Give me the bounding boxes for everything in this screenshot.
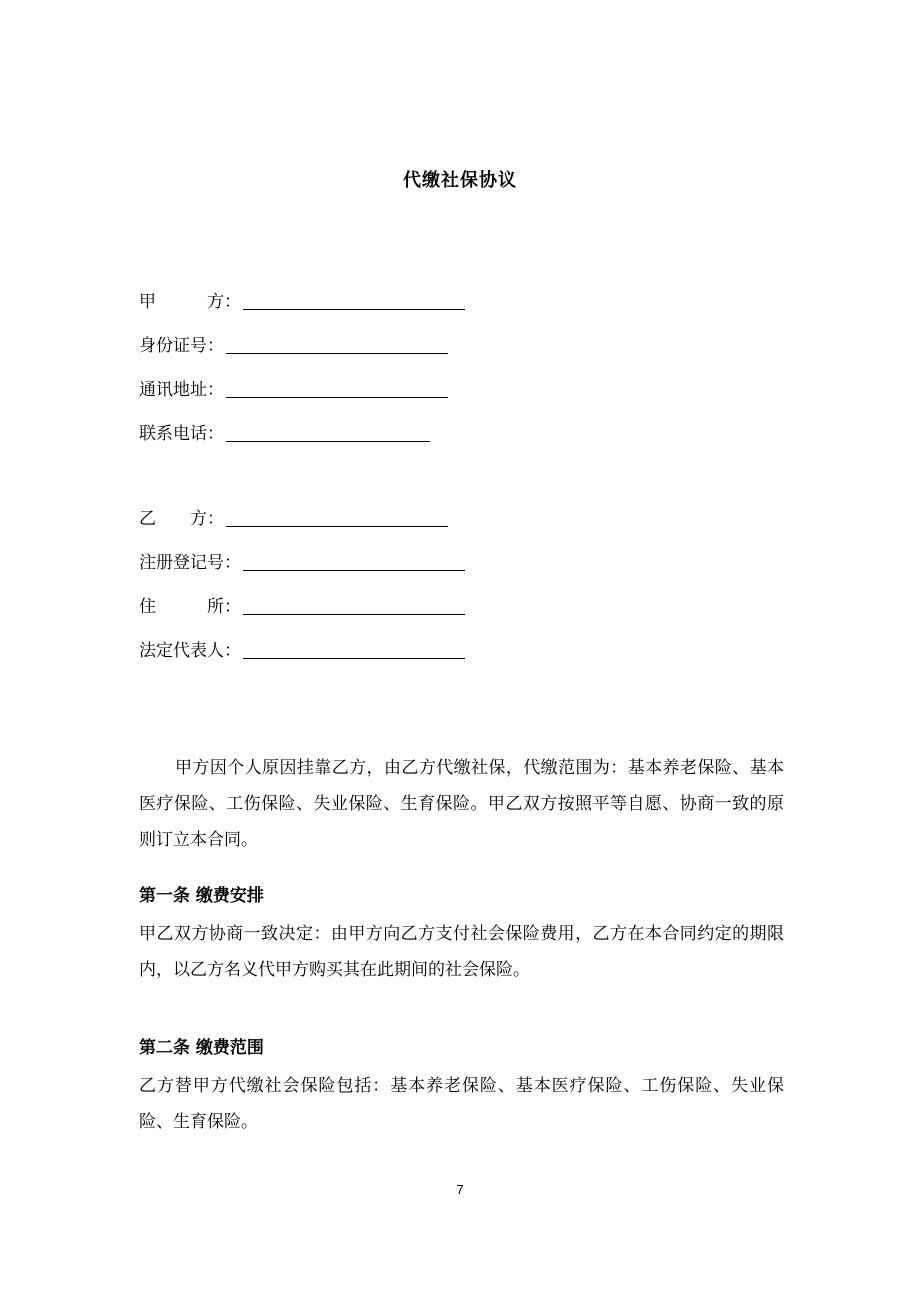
article-1-body: 甲乙双方协商一致决定：由甲方向乙方支付社会保险费用，乙方在本合同约定的期限内，以乙方名义代甲方购买其在此期间的社会保险。 bbox=[139, 924, 784, 980]
page-number: 7 bbox=[456, 1182, 464, 1197]
party-b-rep-blank[interactable] bbox=[243, 640, 465, 659]
party-a-name-field bbox=[139, 291, 465, 313]
party-b-reg-blank[interactable] bbox=[243, 552, 465, 571]
party-a-id-field bbox=[139, 335, 448, 357]
article-2-body: 乙方替甲方代缴社会保险包括：基本养老保险、基本医疗保险、工伤保险、失业保险、生育保险。 bbox=[139, 1076, 784, 1132]
party-a-name-blank[interactable] bbox=[243, 291, 465, 310]
party-a-id-label: 身份证号： bbox=[139, 336, 224, 356]
article-2-heading: 第二条 缴费范围 bbox=[139, 1038, 264, 1058]
intro-paragraph: 甲方因个人原因挂靠乙方，由乙方代缴社保，代缴范围为：基本养老保险、基本医疗保险、工伤保险、失业保险、生育保险。甲乙双方按照平等自愿、协商一致的原则订立本合同。 bbox=[139, 758, 784, 850]
party-b-name-blank[interactable] bbox=[226, 508, 448, 527]
party-a-address-field bbox=[139, 379, 448, 401]
party-a-phone-label: 联系电话： bbox=[139, 424, 224, 444]
party-a-phone-blank[interactable] bbox=[226, 423, 430, 442]
party-b-reg-label: 注册登记号： bbox=[139, 553, 241, 573]
party-b-residence-label: 住 所： bbox=[139, 597, 241, 617]
party-b-rep-field bbox=[139, 640, 465, 662]
article-1-heading: 第一条 缴费安排 bbox=[139, 886, 264, 906]
party-b-residence-blank[interactable] bbox=[243, 596, 465, 615]
party-b-name-label: 乙 方： bbox=[139, 509, 224, 529]
party-b-rep-label: 法定代表人： bbox=[139, 641, 241, 661]
party-a-name-label: 甲 方： bbox=[139, 292, 241, 312]
party-a-address-label: 通讯地址： bbox=[139, 380, 224, 400]
party-b-reg-field bbox=[139, 552, 465, 574]
document-title: 代缴社保协议 bbox=[403, 170, 517, 191]
party-a-address-blank[interactable] bbox=[226, 379, 448, 398]
party-a-id-blank[interactable] bbox=[226, 335, 448, 354]
party-b-residence-field bbox=[139, 596, 465, 618]
party-a-phone-field bbox=[139, 423, 430, 445]
party-b-name-field bbox=[139, 508, 448, 530]
